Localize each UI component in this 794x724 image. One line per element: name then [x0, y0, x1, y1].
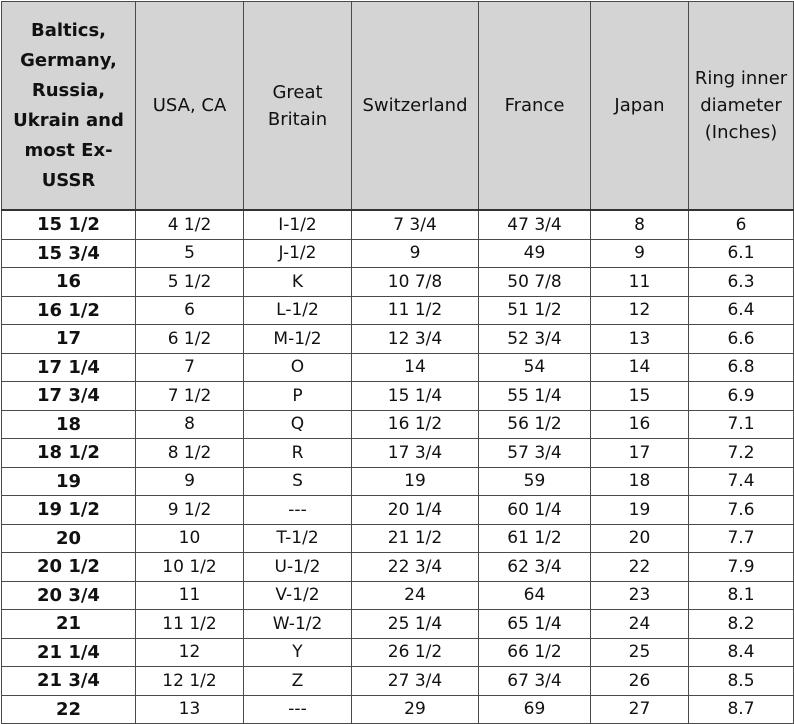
table-cell: 6 1/2	[136, 325, 244, 354]
header-text-line: Japan	[614, 95, 665, 116]
table-cell: 6.6	[689, 325, 794, 354]
table-row	[2, 581, 794, 610]
great-britain-column-header	[244, 2, 352, 211]
table-cell: 19 1/2	[2, 496, 136, 525]
table-row	[2, 239, 794, 268]
table-cell: ---	[244, 496, 352, 525]
table-cell: 64	[479, 581, 591, 610]
table-cell: 7	[136, 353, 244, 382]
table-cell: 66 1/2	[479, 638, 591, 667]
table-cell: 17	[2, 325, 136, 354]
table-cell: 7.7	[689, 524, 794, 553]
table-cell: 24	[591, 610, 689, 639]
table-cell: 6.1	[689, 239, 794, 268]
table-cell: 21	[2, 610, 136, 639]
table-cell: 61 1/2	[479, 524, 591, 553]
table-cell: L-1/2	[244, 296, 352, 325]
table-row	[2, 667, 794, 696]
france-column-header	[479, 2, 591, 211]
table-cell: Y	[244, 638, 352, 667]
table-cell: 14	[591, 353, 689, 382]
header-text-line: most Ex-	[24, 139, 113, 161]
table-cell: 54	[479, 353, 591, 382]
table-cell: 6	[689, 210, 794, 239]
table-cell: 56 1/2	[479, 410, 591, 439]
table-cell: T-1/2	[244, 524, 352, 553]
header-text-line: USSR	[41, 169, 96, 191]
table-cell: O	[244, 353, 352, 382]
table-cell: 15 1/2	[2, 210, 136, 239]
table-cell: 16 1/2	[2, 296, 136, 325]
table-cell: 17 1/4	[2, 353, 136, 382]
table-cell: 14	[352, 353, 479, 382]
table-cell: 12	[136, 638, 244, 667]
table-cell: 26 1/2	[352, 638, 479, 667]
table-cell: 7 1/2	[136, 382, 244, 411]
table-cell: 17 3/4	[2, 382, 136, 411]
table-cell: 20	[591, 524, 689, 553]
header-text-line: (Inches)	[704, 122, 778, 143]
table-cell: 6	[136, 296, 244, 325]
table-body	[2, 210, 794, 724]
header-text-line: Britain	[267, 108, 328, 130]
table-cell: W-1/2	[244, 610, 352, 639]
table-cell: U-1/2	[244, 553, 352, 582]
table-cell: 9 1/2	[136, 496, 244, 525]
table-cell: 29	[352, 695, 479, 724]
table-cell: 7.1	[689, 410, 794, 439]
table-cell: 7.6	[689, 496, 794, 525]
table-cell: 27 3/4	[352, 667, 479, 696]
table-cell: 50 7/8	[479, 268, 591, 297]
table-cell: 20	[2, 524, 136, 553]
table-cell: 6.8	[689, 353, 794, 382]
table-cell: 52 3/4	[479, 325, 591, 354]
switzerland-column-header	[352, 2, 479, 211]
table-cell: J-1/2	[244, 239, 352, 268]
table-cell: 7.4	[689, 467, 794, 496]
table-cell: 7 3/4	[352, 210, 479, 239]
table-row	[2, 695, 794, 724]
header-text-line: Russia,	[31, 79, 106, 101]
table-cell: 65 1/4	[479, 610, 591, 639]
table-cell: 25	[591, 638, 689, 667]
table-cell: 24	[352, 581, 479, 610]
table-cell: 7.2	[689, 439, 794, 468]
table-row	[2, 553, 794, 582]
table-cell: 47 3/4	[479, 210, 591, 239]
table-cell: K	[244, 268, 352, 297]
table-cell: 9	[352, 239, 479, 268]
table-row	[2, 638, 794, 667]
table-row	[2, 524, 794, 553]
table-cell: 8.4	[689, 638, 794, 667]
table-cell: 11 1/2	[136, 610, 244, 639]
table-cell: 16 1/2	[352, 410, 479, 439]
table-cell: 22	[2, 695, 136, 724]
header-text-line: Ukrain and	[13, 109, 124, 131]
table-cell: 8	[591, 210, 689, 239]
table-cell: 20 1/4	[352, 496, 479, 525]
table-header	[2, 2, 794, 211]
table-row	[2, 496, 794, 525]
table-cell: 10	[136, 524, 244, 553]
table-cell: 9	[136, 467, 244, 496]
table-cell: 57 3/4	[479, 439, 591, 468]
table-row	[2, 410, 794, 439]
table-cell: S	[244, 467, 352, 496]
table-cell: 18	[2, 410, 136, 439]
usa-ca-column-header	[136, 2, 244, 211]
header-text-line: France	[504, 95, 565, 116]
table-cell: 5	[136, 239, 244, 268]
header-row	[2, 2, 794, 211]
table-cell: 9	[591, 239, 689, 268]
table-cell: 55 1/4	[479, 382, 591, 411]
table-cell: 15 3/4	[2, 239, 136, 268]
table-cell: 49	[479, 239, 591, 268]
table-row	[2, 296, 794, 325]
table-cell: 18 1/2	[2, 439, 136, 468]
table-row	[2, 467, 794, 496]
table-cell: 11 1/2	[352, 296, 479, 325]
table-cell: 12	[591, 296, 689, 325]
table-cell: 16	[591, 410, 689, 439]
table-cell: 19	[2, 467, 136, 496]
table-cell: I-1/2	[244, 210, 352, 239]
table-row	[2, 353, 794, 382]
table-cell: 4 1/2	[136, 210, 244, 239]
table-cell: 67 3/4	[479, 667, 591, 696]
table-cell: 62 3/4	[479, 553, 591, 582]
table-cell: 19	[591, 496, 689, 525]
header-text-line: Baltics,	[30, 19, 107, 41]
header-text-line: Switzerland	[362, 95, 468, 116]
table-cell: 22 3/4	[352, 553, 479, 582]
table-cell: 27	[591, 695, 689, 724]
table-cell: M-1/2	[244, 325, 352, 354]
table-cell: Q	[244, 410, 352, 439]
table-cell: 8 1/2	[136, 439, 244, 468]
japan-column-header	[591, 2, 689, 211]
table-cell: 12 1/2	[136, 667, 244, 696]
table-cell: 12 3/4	[352, 325, 479, 354]
table-cell: 20 3/4	[2, 581, 136, 610]
table-cell: 69	[479, 695, 591, 724]
header-text-line: Ring inner	[694, 68, 788, 89]
ring-size-table	[1, 1, 794, 724]
table-row	[2, 325, 794, 354]
table-cell: 20 1/2	[2, 553, 136, 582]
table-cell: 60 1/4	[479, 496, 591, 525]
table-cell: 19	[352, 467, 479, 496]
table-cell: P	[244, 382, 352, 411]
region-eu-column-header	[2, 2, 136, 211]
table-cell: 10 7/8	[352, 268, 479, 297]
table-cell: 6.9	[689, 382, 794, 411]
table-row	[2, 382, 794, 411]
table-cell: 8.5	[689, 667, 794, 696]
table-cell: 16	[2, 268, 136, 297]
table-cell: 51 1/2	[479, 296, 591, 325]
table-row	[2, 210, 794, 239]
table-cell: 15 1/4	[352, 382, 479, 411]
table-row	[2, 268, 794, 297]
table-cell: 21 1/2	[352, 524, 479, 553]
table-cell: R	[244, 439, 352, 468]
table-cell: 11	[591, 268, 689, 297]
table-cell: ---	[244, 695, 352, 724]
table-cell: 21 3/4	[2, 667, 136, 696]
table-cell: Z	[244, 667, 352, 696]
table-cell: 15	[591, 382, 689, 411]
table-cell: 11	[136, 581, 244, 610]
table-cell: 23	[591, 581, 689, 610]
table-cell: 25 1/4	[352, 610, 479, 639]
table-cell: 13	[591, 325, 689, 354]
table-cell: 26	[591, 667, 689, 696]
header-text-line: Great	[272, 81, 323, 103]
table-cell: 8	[136, 410, 244, 439]
header-text-line: USA, CA	[152, 95, 227, 116]
table-cell: 59	[479, 467, 591, 496]
table-cell: 6.3	[689, 268, 794, 297]
table-cell: 7.9	[689, 553, 794, 582]
table-cell: 21 1/4	[2, 638, 136, 667]
table-cell: 6.4	[689, 296, 794, 325]
header-text-line: diameter	[700, 95, 782, 116]
table-row	[2, 439, 794, 468]
table-cell: 10 1/2	[136, 553, 244, 582]
table-cell: 17	[591, 439, 689, 468]
table-cell: 8.1	[689, 581, 794, 610]
table-cell: 17 3/4	[352, 439, 479, 468]
header-text-line: Germany,	[20, 49, 117, 71]
table-cell: 22	[591, 553, 689, 582]
table-cell: 5 1/2	[136, 268, 244, 297]
table-cell: 13	[136, 695, 244, 724]
table-cell: 8.7	[689, 695, 794, 724]
table-cell: 8.2	[689, 610, 794, 639]
table-row	[2, 610, 794, 639]
inner-diameter-column-header	[689, 2, 794, 211]
table-cell: 18	[591, 467, 689, 496]
table-cell: V-1/2	[244, 581, 352, 610]
